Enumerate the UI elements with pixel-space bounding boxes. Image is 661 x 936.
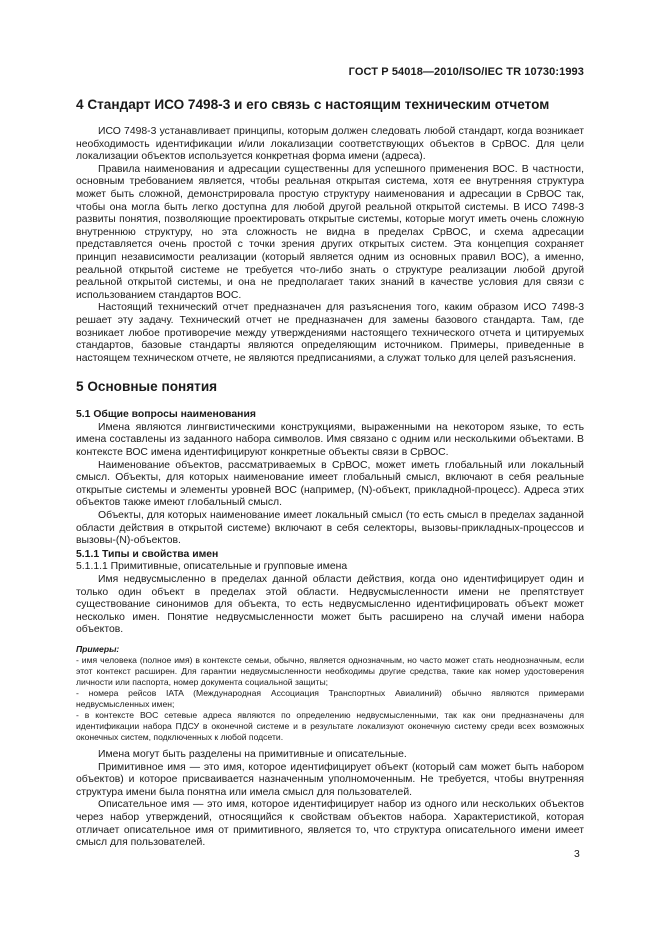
section-5-heading: 5 Основные понятия [76, 379, 218, 395]
page-content [76, 97, 584, 850]
paragraph: Имена являются лингвистическими конструкциями, выраженными на некотором языке, то есть имена составлены из заданного набора символов. Имя связано с одним или несколькими объектами. В контексте ВОС имена идентифицируют конкретные объекты связи в СрВОС. [76, 421, 584, 459]
paragraph: Имя недвусмысленно в пределах данной области действия, когда оно идентифицирует один и только один объект в пределах этой области. Недвусмысленности имени не препятствует существование синонимов для объекта, то есть недвусмысленно идентифицировать объект может несколько имен. Понятие недвусмысленности может быть расширено на случай имени набора объектов. [76, 574, 584, 636]
paragraph: ИСО 7498-3 устанавливает принципы, которым должен следовать любой стандарт, когда возникает необходимость идентификации и/или локализации соответствующих объектов в СрВОС. Для цели локализации объектов используется конкретная форма имени (адреса). [76, 126, 584, 163]
paragraph: Описательное имя — это имя, которое идентифицирует набор из одного или нескольких объектов через набор утверждений, относящийся к свойствам объектов набора. Характеристикой, которая отличает описательное имя от примитивного, является то, что структура описательного имени имеет смысл для пользователей. [76, 799, 584, 849]
paragraph: Настоящий технический отчет предназначен для разъяснения того, каким образом ИСО 7498-3 решает эту задачу. Технический отчет не предназначен для замены базового стандарта. Там, где возникает любое противоречие между утверждениями настоящего технического отчета и цитируемых стандартов, базовые стандарты являются определяющим источником. Примеры, приведенные в настоящем техническом отчете, не являются предписаниями, а служат только для целей разъяснения. [76, 302, 584, 364]
paragraph: Объекты, для которых наименование имеет локальный смысл (то есть смысл в пределах заданной области действия в открытой системе) включают в себя селекторы, вызовы-прикладных-процессов и вызовы-(N)-объектов. [76, 510, 584, 547]
paragraph: Примитивное имя — это имя, которое идентифицирует объект (который сам может быть набором объектов) и которое присваивается назначенным уполномоченным. Не требуется, чтобы внутренняя структура имени была понятна или имела смысл для пользователей. [76, 761, 584, 798]
example-item: - имя человека (полное имя) в контексте семьи, обычно, является однозначным, но часто может стать неоднозначным, если этот контекст расширен. Для гарантии недвусмысленности необходимы другие средства, такие как номер удостоверения личности или паспорта, номер документа социальной защиты; [76, 654, 584, 687]
paragraph: Наименование объектов, рассматриваемых в СрВОС, может иметь глобальный или локальный смысл. Объекты, для которых наименование имеет глобальный смысл, включают в себя реальные открытые системы и элементы уровней ВОС (например, (N)-объект, прикладной-процесс). Адреса этих объектов также имеют глобальный смысл. [76, 459, 584, 509]
examples-title: Примеры: [76, 643, 120, 654]
section-5-1-1-heading: 5.1.1 Типы и свойства имен [76, 548, 219, 560]
example-item: - номера рейсов IATA (Международная Ассоциация Транспортных Авиалиний) обычно являются примерами недвусмысленных имен; [76, 687, 584, 709]
running-header: ГОСТ Р 54018—2010/ISO/IEC TR 10730:1993 [348, 66, 584, 78]
paragraph: Правила наименования и адресации существенны для успешного применения ВОС. В частности, основным требованием является, чтобы реальная открытая система, хотя ее внутренняя структура может быть сложной, демонстрировала простую структуру наименования и адресации в СрВОС так, чтобы она могла быть легко доступна для любой другой реальной открытой системы. В ИСО 7498-3 развиты понятия, позволяющие проектировать открытые системы, которые могут иметь очень сложную внутреннюю структуру, но эта сложность не видна в пределах СрВОС, и схема адресации представляется очень простой с точки зрения других открытых систем. Эта концепция сохраняет принцип независимости реализации (который является одним из основных правил ВОС), а именно, реальной открытой системе не требуется что-либо знать о структуре реализации любой другой реальной открытой системы, и она не предполагает таких знаний в качестве условия для связи с использованием стандартов ВОС. [76, 163, 584, 301]
section-5-1-1-1-heading: 5.1.1.1 Примитивные, описательные и групповые имена [76, 561, 348, 573]
example-item: - в контексте ВОС сетевые адреса являются по определению недвусмысленными, так как они предназначены для идентификации набора ПДСУ в оконечной системе и в результате локализуют оконечную систему среди всех возможных оконечных систем, подключенных к любой подсети. [76, 709, 584, 742]
section-5-1-heading: 5.1 Общие вопросы наименования [76, 409, 256, 421]
paragraph: Имена могут быть разделены на примитивные и описательные. [98, 748, 407, 760]
page-number: 3 [574, 849, 580, 860]
section-4-heading: 4 Стандарт ИСО 7498-3 и его связь с настоящим техническим отчетом [76, 97, 550, 112]
examples-block [76, 644, 584, 743]
